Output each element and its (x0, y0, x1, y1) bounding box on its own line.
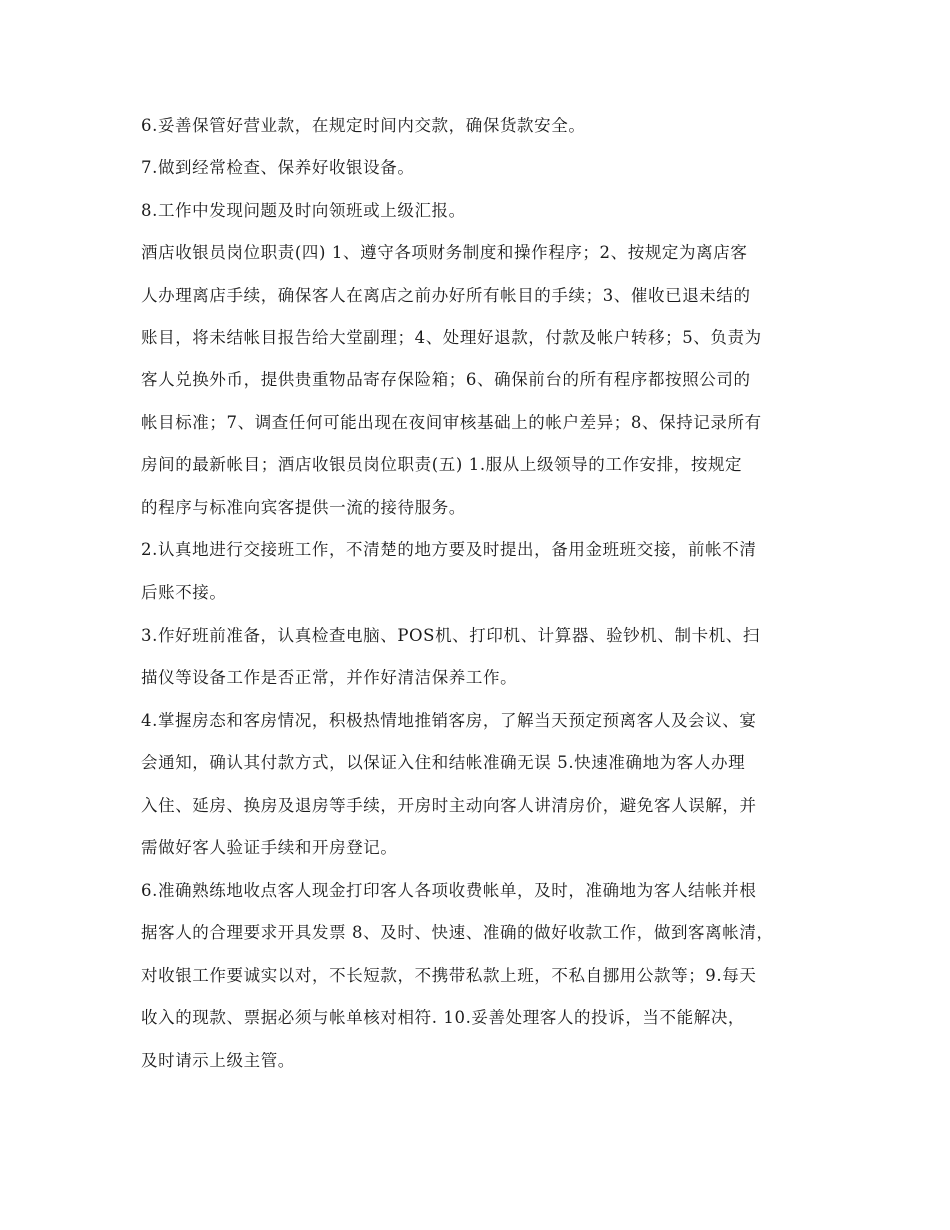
text-line: 3.作好班前准备，认真检查电脑、POS机、打印机、计算器、验钞机、制卡机、扫 (141, 626, 760, 645)
text-line: 6.妥善保管好营业款，在规定时间内交款，确保货款安全。 (141, 116, 586, 135)
text-line: 房间的最新帐目；酒店收银员岗位职责(五) 1.服从上级领导的工作安排，按规定 (141, 455, 743, 474)
text-line: 会通知，确认其付款方式，以保证入住和结帐准确无误 5.快速准确地为客人办理 (141, 753, 746, 772)
text-line: 对收银工作要诚实以对，不长短款，不携带私款上班，不私自挪用公款等；9.每天 (141, 966, 757, 985)
text-line: 描仪等设备工作是否正常，并作好清洁保养工作。 (141, 668, 518, 687)
text-line: 酒店收银员岗位职责(四) 1、遵守各项财务制度和操作程序；2、按规定为离店客 (141, 243, 748, 262)
text-line: 帐目标准；7、调查任何可能出现在夜间审核基础上的帐户差异；8、保持记录所有 (141, 413, 762, 432)
text-line: 的程序与标准向宾客提供一流的接待服务。 (141, 498, 466, 517)
text-line: 后账不接。 (141, 583, 227, 602)
text-line: 收入的现款、票据必须与帐单核对相符. 10.妥善处理客人的投诉，当不能解决， (141, 1008, 746, 1027)
text-line: 入住、延房、换房及退房等手续，开房时主动向客人讲清房价，避免客人误解，并 (141, 796, 757, 815)
text-line: 2.认真地进行交接班工作，不清楚的地方要及时提出，备用金班班交接，前帐不清 (141, 540, 757, 559)
text-line: 客人兑换外币，提供贵重物品寄存保险箱；6、确保前台的所有程序都按照公司的 (141, 370, 751, 389)
text-line: 账目，将未结帐目报告给大堂副理；4、处理好退款，付款及帐户转移；5、负责为 (141, 328, 762, 347)
text-line: 需做好客人验证手续和开房登记。 (141, 838, 398, 857)
text-line: 7.做到经常检查、保养好收银设备。 (141, 158, 415, 177)
text-line: 据客人的合理要求开具发票 8、及时、快速、准确的做好收款工作，做到客离帐清， (141, 923, 774, 942)
text-line: 4.掌握房态和客房情况，积极热情地推销客房，了解当天预定预离客人及会议、宴 (141, 711, 757, 730)
text-line: 人办理离店手续，确保客人在离店之前办好所有帐目的手续；3、催收已退未结的 (141, 286, 751, 305)
text-line: 8.工作中发现问题及时向领班或上级汇报。 (141, 201, 466, 220)
text-line: 6.准确熟练地收点客人现金打印客人各项收费帐单，及时，准确地为客人结帐并根 (141, 881, 757, 900)
text-line: 及时请示上级主管。 (141, 1051, 295, 1070)
